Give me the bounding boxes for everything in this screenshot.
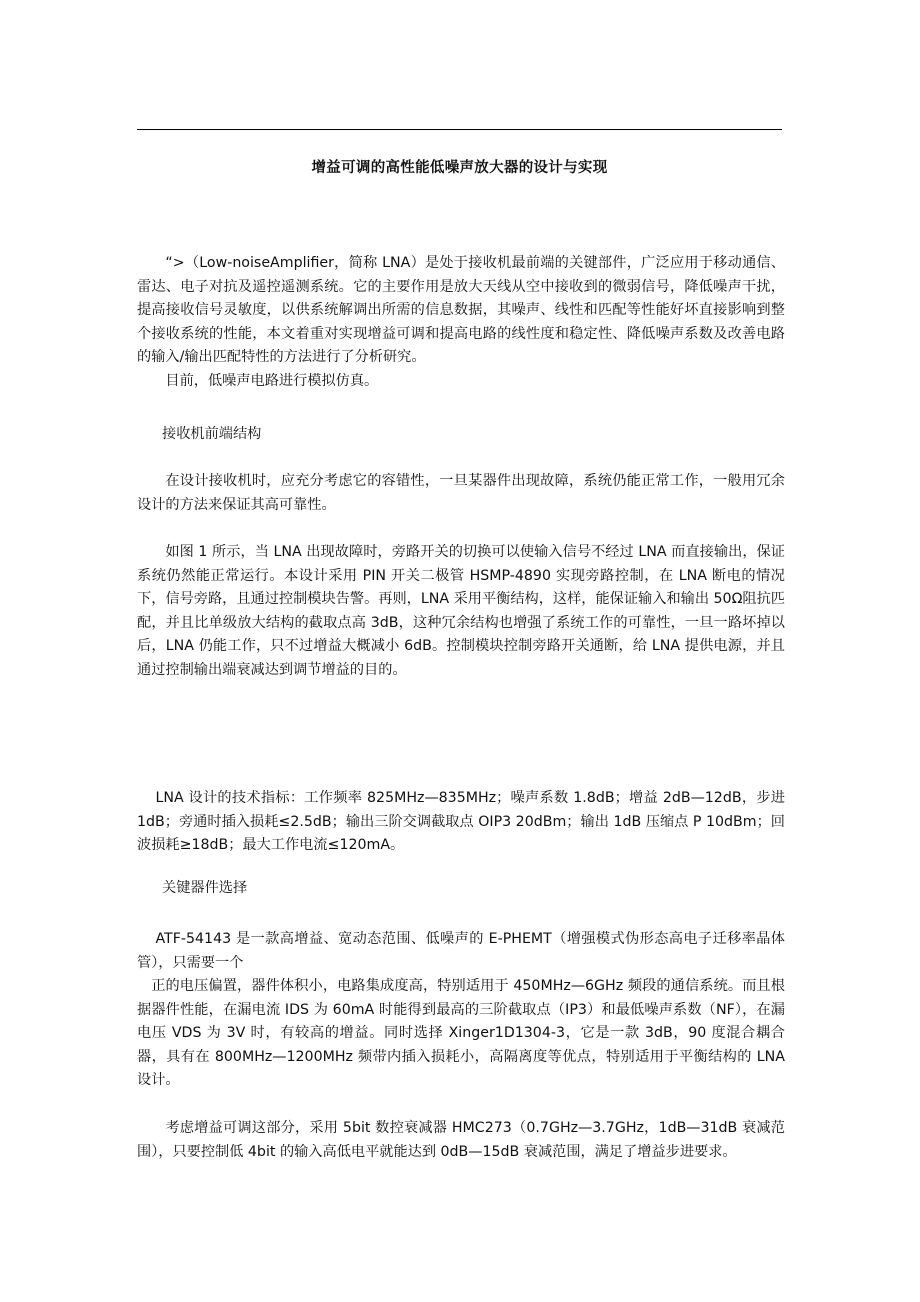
paragraph-atf54143-part1: ATF-54143 是一款高增益、宽动态范围、低噪声的 E-PHEMT（增强模式伪形态高电子迁移率晶体管），只需要一个 (137, 931, 785, 971)
simulation-line: 目前，低噪声电路进行模拟仿真。 (165, 373, 379, 389)
header-rule (137, 129, 782, 130)
document-title: 增益可调的高性能低噪声放大器的设计与实现 (311, 160, 608, 176)
paragraph-bypass-structure: 如图 1 所示，当 LNA 出现故障时，旁路开关的切换可以使输入信号不经过 LNA 而直接输出，保证系统仍然能正常运行。本设计采用 PIN 开关二极管 HSMP-4890 实现旁路控制，在 LNA 断电的情况下，信号旁路，且通过控制模块告警。再则，LNA 采用平衡结构，这样，能保证输入和输出 50Ω阻抗匹配，并且比单级放大结构的截取点高 3dB，这种冗余结构也增强了系统工作的可靠性，一旦一路坏掉以后，LNA 仍能工作，只不过增益大概减小 6dB。控制模块控制旁路开关通断，给 LNA 提供电源，并且通过控制输出端衰减达到调节增益的目的。 (137, 544, 785, 678)
paragraph-atf54143-part2: 正的电压偏置，器件体积小，电路集成度高，特别适用于 450MHz—6GHz 频段的通信系统。而且根据器件性能，在漏电流 IDS 为 60mA 时能得到最高的三阶截取点（IP3）和最低噪声系数（NF），在漏电压 VDS 为 3V 时，有较高的增益。同时选择 Xinger1D1304-3，它是一款 3dB，90 度混合耦合器，具有在 800MHz—1200MHz 频带内插入损耗小，高隔离度等优点，特别适用于平衡结构的 LNA 设计。 (137, 978, 785, 1089)
intro-paragraph: “>（Low-noiseAmplifier，简称 LNA）是处于接收机最前端的关键部件，广泛应用于移动通信、雷达、电子对抗及遥控遥测系统。它的主要作用是放大天线从空中接收到的微弱信号，降低噪声干扰，提高接收信号灵敏度，以供系统解调出所需的信息数据，其噪声、线性和匹配等性能好坏直接影响到整个接收系统的性能，本文着重对实现增益可调和提高电路的线性度和稳定性、降低噪声系数及改善电路的输入/输出匹配特性的方法进行了分析研究。 (137, 255, 785, 366)
paragraph-specifications: LNA 设计的技术指标：工作频率 825MHz—835MHz；噪声系数 1.8dB；增益 2dB—12dB，步进 1dB；旁通时插入损耗≤2.5dB；输出三阶交调截取点 OIP3 20dBm；输出 1dB 压缩点 P 10dBm；回波损耗≥18dB；最大工作电流≤120mA。 (137, 790, 785, 854)
section-heading-key-components: 关键器件选择 (162, 880, 248, 896)
section-heading-receiver-frontend: 接收机前端结构 (162, 426, 262, 442)
paragraph-attenuator: 考虑增益可调这部分，采用 5bit 数控衰减器 HMC273（0.7GHz—3.7GHz，1dB—31dB 衰减范围），只要控制低 4bit 的输入高低电平就能达到 0dB—15dB 衰减范围，满足了增益步进要求。 (137, 1120, 785, 1160)
paragraph-fault-tolerance: 在设计接收机时，应充分考虑它的容错性，一旦某器件出现故障，系统仍能正常工作，一般用冗余设计的方法来保证其高可靠性。 (137, 473, 785, 513)
